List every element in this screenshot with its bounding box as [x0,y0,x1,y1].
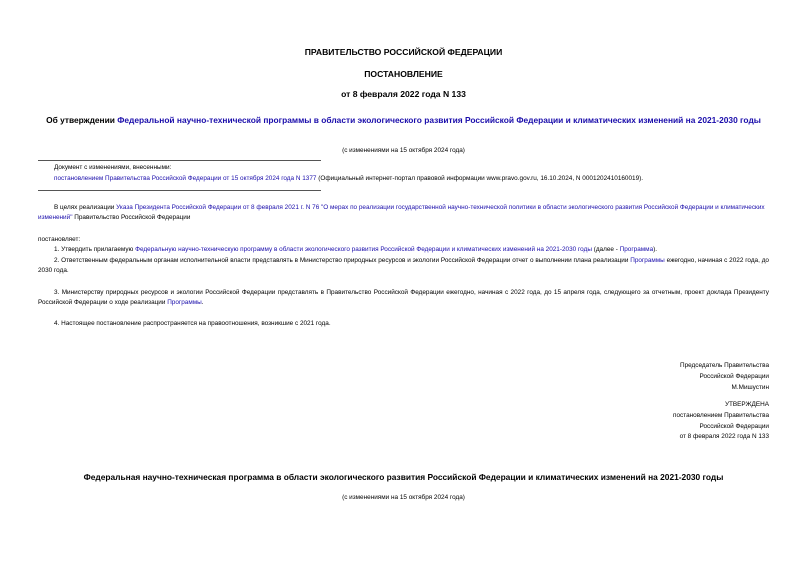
decree-link[interactable]: Указа Президента Российской Федерации от 8 февраля 2021 г. N 76 "О мерах по реализации государственной научно-технической политики в области экологического развития Российской Федерации и климатических изменений" [38,204,765,222]
signature-name: М.Мишустин [731,383,769,391]
changes-reference [54,174,774,184]
program-title: Федеральная научно-техническая программа в области экологического развития Российской Федерации и климатических изменений на 2021-2030 годы [83,472,724,482]
divider-bottom [38,190,321,191]
decrees-word: постановляет: [38,236,81,243]
divider-top [38,160,321,161]
item-3-program-link[interactable]: Программы [167,299,202,307]
item-1 [38,245,769,255]
intro-suffix: Правительство Российской Федерации [72,214,191,222]
approval-date: от 8 февраля 2022 года N 133 [679,433,769,441]
title-prefix: Об утверждении [46,115,118,125]
approval-word: УТВЕРЖДЕНА [724,401,769,408]
amendment-source: (Официальный интернет-портал правовой информации www.pravo.gov.ru, 16.10.2024, N 0001202410160019). [316,175,644,182]
item-2-prefix: 2. Ответственным федеральным органам исполнительной власти представлять в Министерство природных ресурсов и экологии Российской Федерации отчет о выполнении плана реализации [54,257,631,264]
intro-paragraph [38,203,769,223]
item-2-end: ежегодно, начиная с 2022 года, до 2030 года. [38,257,769,275]
changes-intro: Документ с изменениями, внесенными: [54,164,172,171]
approval-org: Российской Федерации [699,422,769,430]
program-short-link[interactable]: Программа [619,246,654,253]
program-link[interactable]: Федеральную научно-техническую программу в области экологического развития Российской Федерации и климатических изменений на 2021-2030 годы [135,246,592,253]
item-1-prefix: 1. Утвердить прилагаемую [54,246,136,253]
government-heading: ПРАВИТЕЛЬСТВО РОССИЙСКОЙ ФЕДЕРАЦИИ [304,47,503,57]
intro-prefix: В целях реализации [54,204,117,211]
document-date-number: от 8 февраля 2022 года N 133 [341,89,466,99]
item-2-program-link[interactable]: Программы [630,257,665,264]
item-3-end: . [201,299,204,307]
item-3 [38,288,769,308]
item-1-end: ). [653,246,658,253]
document-title [40,115,767,126]
item-1-mid: (далее - [591,246,620,253]
amendment-link[interactable]: постановлением Правительства Российской Федерации от 15 октября 2024 года N 1377 [54,175,317,182]
approval-block [673,400,769,443]
signature-block [680,361,769,393]
program-amendment-note: (с изменениями на 15 октября 2024 года) [342,494,465,501]
document-type: ПОСТАНОВЛЕНИЕ [364,69,443,79]
item-2 [38,256,769,276]
item-3-prefix: 3. Министерству природных ресурсов и экологии Российской Федерации представлять в Правительство Российской Федерации ежегодно, начиная с 2022 года, до 15 апреля года, следующего за отчетным, проект доклада Президенту Российской Федерации о ходе реализации [38,289,769,307]
approval-by: постановлением Правительства [673,411,769,419]
item-4: 4. Настоящее постановление распространяется на правоотношения, возникшие с 2021 года. [54,320,331,327]
amendment-note: (с изменениями на 15 октября 2024 года) [342,147,465,154]
signature-position: Председатель Правительства [680,362,769,369]
title-link[interactable]: Федеральной научно-технической программы в области экологического развития Российской Федерации и климатических изменений на 2021-2030 годы [117,115,761,125]
signature-org: Российской Федерации [699,372,769,380]
